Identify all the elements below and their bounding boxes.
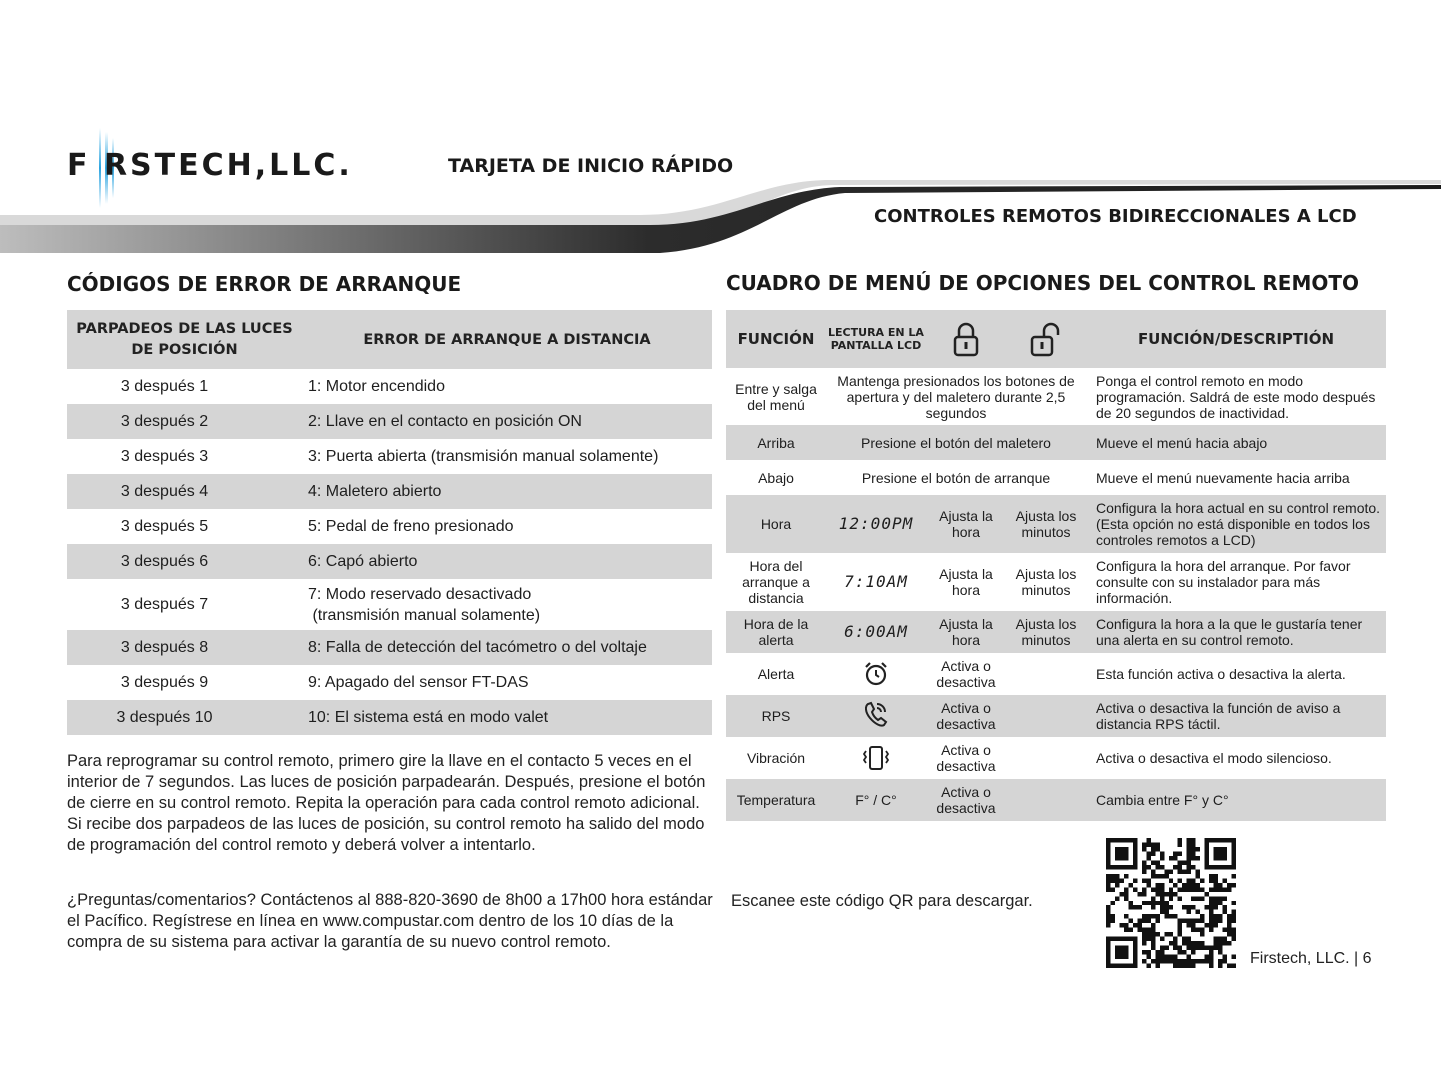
cell-function: Hora del arranque a distancia <box>742 558 810 606</box>
cell-error: 10: El sistema está en modo valet <box>302 700 712 735</box>
cell-function: Hora <box>726 495 826 553</box>
product-title: CONTROLES REMOTOS BIDIRECCIONALES A LCD <box>874 206 1357 227</box>
cell-error: 6: Capó abierto <box>302 544 712 579</box>
cell-lcd: F° / C° <box>826 779 926 821</box>
cell-function: Hora de la alerta <box>726 611 826 653</box>
table-header-row <box>67 310 712 369</box>
table-row <box>726 737 1386 779</box>
cell-description: Ponga el control remoto en modo programación. Saldrá de este modo después de 20 segundos de inactividad. <box>1096 372 1376 421</box>
cell-lock: Ajusta la hora <box>939 566 993 598</box>
cell-flashes: 3 después 10 <box>67 700 302 735</box>
table-row <box>726 368 1386 425</box>
reprogram-paragraph: Para reprogramar su control remoto, primero gire la llave en el contacto 5 veces en el interior de 7 segundos. Las luces de posición parpadearán. Después, presione el botón de cierre en su control remoto. Repita la operación para cada control remoto adicional. Si recibe dos parpadeos de las luces de posición, su control remoto ha salido del modo de programación del control remoto y deberá volver a intentarlo. <box>67 752 706 854</box>
qr-code-icon[interactable] <box>1105 838 1237 968</box>
table-row <box>67 474 712 509</box>
cell-lcd: 12:00PM <box>826 495 926 553</box>
table-row <box>67 665 712 700</box>
col-header-unlock <box>1006 310 1086 368</box>
cell-action: Mantenga presionados los botones de apertura y del maletero durante 2,5 segundos <box>837 372 1075 421</box>
cell-flashes: 3 después 2 <box>67 404 302 439</box>
table-row <box>67 700 712 735</box>
table-header-row <box>726 310 1386 368</box>
cell-description: Activa o desactiva la función de aviso a distancia RPS táctil. <box>1086 695 1386 737</box>
table-row <box>726 653 1386 695</box>
phone-touch-icon <box>862 700 890 732</box>
cell-unlock: Ajusta los minutos <box>1006 495 1086 553</box>
cell-flashes: 3 después 6 <box>67 544 302 579</box>
table-row <box>726 460 1386 495</box>
table-row <box>67 509 712 544</box>
cell-description: Configura la hora actual en su control remoto. (Esta opción no está disponible en todos los controles remotos a LCD) <box>1086 495 1386 553</box>
table-row <box>67 439 712 474</box>
cell-error <box>302 579 712 630</box>
logo-text: F RSTECH,LLC. <box>67 148 353 183</box>
table-row <box>67 404 712 439</box>
cell-function: Temperatura <box>726 779 826 821</box>
col-header-flashes: PARPADEOS DE LAS LUCES DE POSICIÓN <box>67 310 302 369</box>
table-row <box>726 553 1386 611</box>
cell-action: Presione el botón de arranque <box>861 469 1051 486</box>
cell-lock: Activa o desactiva <box>936 742 996 774</box>
contact-paragraph: ¿Preguntas/comentarios? Contáctenos al 888-820-3690 de 8h00 a 17h00 hora estándar el Pacífico. Regístrese en línea en www.compustar.com dentro de los 10 días de la compra de su sistema para activar la garantía de su nuevo control remoto. <box>67 891 713 951</box>
cell-description: Mueve el menú hacia abajo <box>1086 425 1386 460</box>
cell-lcd <box>826 695 926 737</box>
cell-error-line1: 7: Modo reservado desactivado <box>308 585 532 603</box>
alarm-clock-icon <box>863 661 889 687</box>
cell-error: 5: Pedal de freno presionado <box>308 517 514 535</box>
vibration-icon <box>862 745 890 771</box>
cell-lock: Ajusta la hora <box>926 611 1006 653</box>
cell-error: 4: Maletero abierto <box>302 474 712 509</box>
cell-description: Mueve el menú nuevamente hacia arriba <box>1096 469 1350 486</box>
cell-error: 8: Falla de detección del tacómetro o del voltaje <box>302 630 712 665</box>
table-row <box>67 630 712 665</box>
cell-description: Configura la hora del arranque. Por favor consulte con su instalador para más información. <box>1096 558 1351 606</box>
qr-caption: Escanee este código QR para descargar. <box>731 892 1033 910</box>
lock-icon <box>952 321 980 357</box>
table-row <box>726 495 1386 553</box>
card-title: TARJETA DE INICIO RÁPIDO <box>448 155 734 177</box>
cell-error-line2: (transmisión manual solamente) <box>312 606 541 624</box>
cell-description: Esta función activa o desactiva la alerta. <box>1096 666 1346 682</box>
menu-options-table <box>726 310 1386 821</box>
cell-unlock: Ajusta los minutos <box>1006 611 1086 653</box>
menu-chart-title: CUADRO DE MENÚ DE OPCIONES DEL CONTROL REMOTO <box>726 271 1360 295</box>
unlock-icon <box>1030 321 1062 357</box>
cell-error: 3: Puerta abierta (transmisión manual solamente) <box>308 447 659 465</box>
cell-description: Activa o desactiva el modo silencioso. <box>1096 750 1332 766</box>
cell-lock: Activa o desactiva <box>926 695 1006 737</box>
table-row <box>67 369 712 404</box>
table-row <box>726 695 1386 737</box>
cell-flashes: 3 después 8 <box>67 630 302 665</box>
col-header-error: ERROR DE ARRANQUE A DISTANCIA <box>302 310 712 369</box>
error-codes-table <box>67 310 712 735</box>
cell-unlock: Ajusta los minutos <box>1015 566 1077 598</box>
cell-flashes: 3 después 7 <box>120 596 209 613</box>
col-header-lock <box>926 310 1006 368</box>
cell-description: Cambia entre F° y C° <box>1086 779 1386 821</box>
cell-lock: Activa o desactiva <box>926 779 1006 821</box>
cell-unlock <box>1006 779 1086 821</box>
cell-lcd: 6:00AM <box>826 611 926 653</box>
cell-action: Presione el botón del maletero <box>826 425 1086 460</box>
cell-function: Vibración <box>746 750 806 766</box>
cell-flashes: 3 después 1 <box>120 377 209 395</box>
cell-unlock <box>1006 737 1086 779</box>
cell-unlock <box>1006 695 1086 737</box>
cell-flashes: 3 después 3 <box>120 447 209 465</box>
cell-error: 1: Motor encendido <box>308 377 445 395</box>
table-row <box>67 579 712 630</box>
cell-lcd <box>826 653 926 695</box>
cell-flashes: 3 después 4 <box>67 474 302 509</box>
cell-function: Alerta <box>757 666 795 682</box>
cell-function: Entre y salga del menú <box>735 380 817 413</box>
col-header-function: FUNCIÓN <box>726 310 826 368</box>
col-header-description: FUNCIÓN/DESCRIPTIÓN <box>1086 310 1386 368</box>
error-codes-title: CÓDIGOS DE ERROR DE ARRANQUE <box>67 272 462 296</box>
cell-lock: Activa o desactiva <box>936 658 996 690</box>
cell-function: Abajo <box>758 469 794 486</box>
cell-error: 2: Llave en el contacto en posición ON <box>302 404 712 439</box>
cell-error: 9: Apagado del sensor FT-DAS <box>308 673 529 691</box>
table-row <box>726 611 1386 653</box>
page-footer: Firstech, LLC. | 6 <box>1250 950 1372 967</box>
cell-flashes: 3 después 9 <box>120 673 209 691</box>
cell-function: RPS <box>726 695 826 737</box>
cell-lock: Ajusta la hora <box>926 495 1006 553</box>
cell-function: Arriba <box>726 425 826 460</box>
col-header-lcd: LECTURA EN LA PANTALLA LCD <box>826 310 926 368</box>
cell-lcd <box>826 737 926 779</box>
cell-unlock <box>1006 653 1086 695</box>
cell-description: Configura la hora a la que le gustaría tener una alerta en su control remoto. <box>1086 611 1386 653</box>
table-row <box>726 425 1386 460</box>
table-row <box>67 544 712 579</box>
table-row <box>726 779 1386 821</box>
cell-flashes: 3 después 5 <box>120 517 209 535</box>
cell-lcd: 7:10AM <box>844 572 908 591</box>
